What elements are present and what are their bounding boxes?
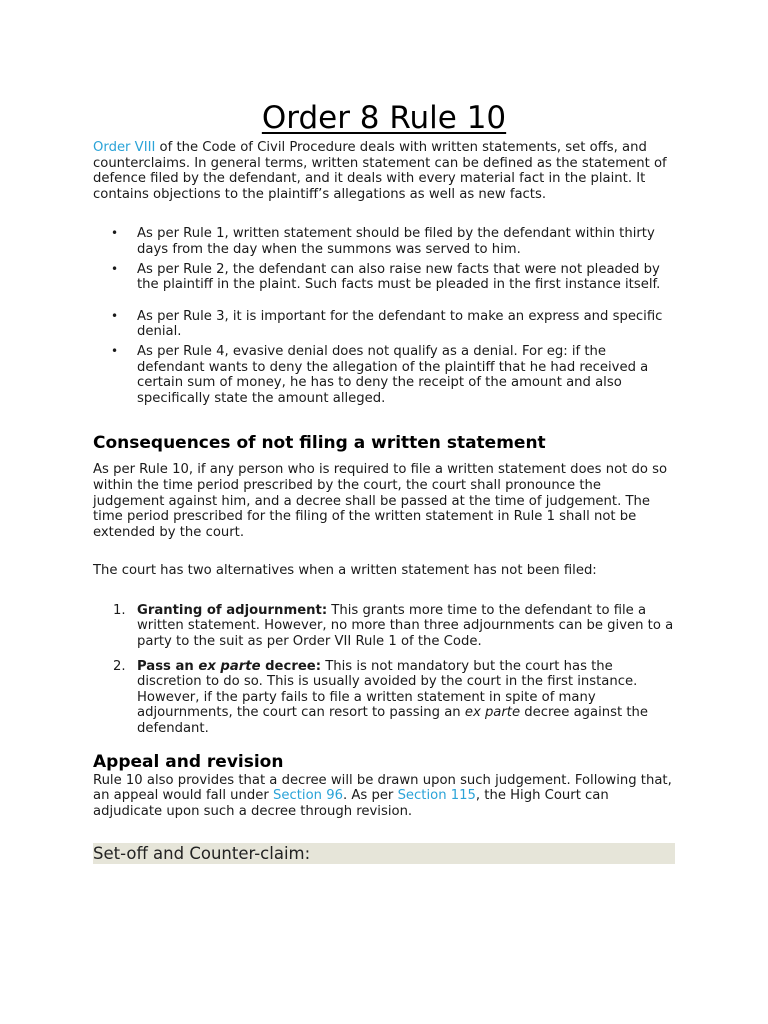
appeal-text: Rule 10 also provides that a decree will be drawn upon such judgement. Following that, an appeal would fall under	[93, 772, 672, 804]
alternative-title	[137, 659, 321, 674]
alternative-title-prefix: Pass an	[137, 658, 199, 674]
consequences-paragraph: As per Rule 10, if any person who is required to file a written statement does not do so within the time period prescribed by the court, the court shall pronounce the judgement against him, and a decree shall be passed at the time of judgement. The time period prescribed for the filing of the written statement in Rule 1 shall not be extended by the court.	[93, 462, 668, 540]
list-item	[93, 344, 675, 406]
rule-text: As per Rule 4, evasive denial does not qualify as a denial. For eg: if the defendant wants to deny the allegation of the plaintiff that he had received a certain sum of money, he has to deny the receipt of the amount and also specifically state the amount alleged.	[137, 343, 649, 406]
list-number: 1.	[113, 602, 126, 618]
list-item	[93, 226, 675, 257]
alternative-title-suffix: decree:	[260, 658, 321, 674]
bullet-icon: •	[111, 226, 119, 241]
consequences-heading: Consequences of not filing a written statement	[93, 433, 546, 454]
list-item	[93, 603, 675, 650]
appeal-text: . As per	[342, 788, 398, 804]
rule-text: As per Rule 2, the defendant can also raise new facts that were not pleaded by the plaintiff in the plaint. Such facts must be pleaded in the first instance itself.	[137, 261, 661, 293]
rules-list	[93, 226, 675, 406]
section-115-link[interactable]: Section 115	[397, 788, 476, 804]
list-item	[93, 659, 675, 737]
page-title: Order 8 Rule 10	[261, 100, 507, 136]
bullet-icon: •	[111, 343, 119, 358]
order-viii-link[interactable]: Order VIII	[93, 140, 156, 155]
appeal-heading: Appeal and revision	[93, 751, 284, 772]
alternatives-list	[93, 603, 675, 737]
alternative-text-italic: ex parte	[464, 705, 521, 721]
list-item	[93, 309, 675, 340]
rule-text: As per Rule 3, it is important for the defendant to make an express and specific denial.	[137, 308, 663, 340]
setoff-heading: Set-off and Counter-claim:	[93, 843, 675, 864]
alternative-title-italic: ex parte	[198, 658, 261, 674]
bullet-icon: •	[111, 261, 119, 276]
list-item	[93, 262, 675, 293]
appeal-text: , the High Court can adjudicate upon such a decree through revision.	[93, 788, 609, 819]
alternative-text: This grants more time to the defendant to file a written statement. However, no more than three adjournments can be given to a party to the suit as per Order VII Rule 1 of the Code.	[137, 602, 674, 650]
appeal-paragraph	[93, 773, 675, 820]
alternatives-intro: The court has two alternatives when a written statement has not been filed:	[93, 563, 597, 579]
alternative-text: This is not mandatory but the court has the discretion to do so. This is usually avoided by the court in the first instance. However, if the party fails to file a written statement in spite of many adjournments, the court can resort to passing an	[137, 658, 638, 721]
alternative-text-end: decree against the defendant.	[137, 705, 649, 737]
document-page	[93, 98, 675, 864]
bullet-icon: •	[111, 308, 119, 323]
intro-paragraph	[93, 140, 675, 202]
intro-text: of the Code of Civil Procedure deals with written statements, set offs, and counterclaims. In general terms, written statement can be defined as the statement of defence filed by the defendant, and it deals with every material fact in the plaint. It contains objections to the plaintiff’s allegations as well as new facts.	[93, 140, 667, 202]
list-number: 2.	[113, 658, 126, 674]
rule-text: As per Rule 1, written statement should be filed by the defendant within thirty days from the day when the summons was served to him.	[137, 226, 655, 257]
alternative-title: Granting of adjournment:	[137, 602, 328, 618]
section-96-link[interactable]: Section 96	[268, 788, 343, 804]
